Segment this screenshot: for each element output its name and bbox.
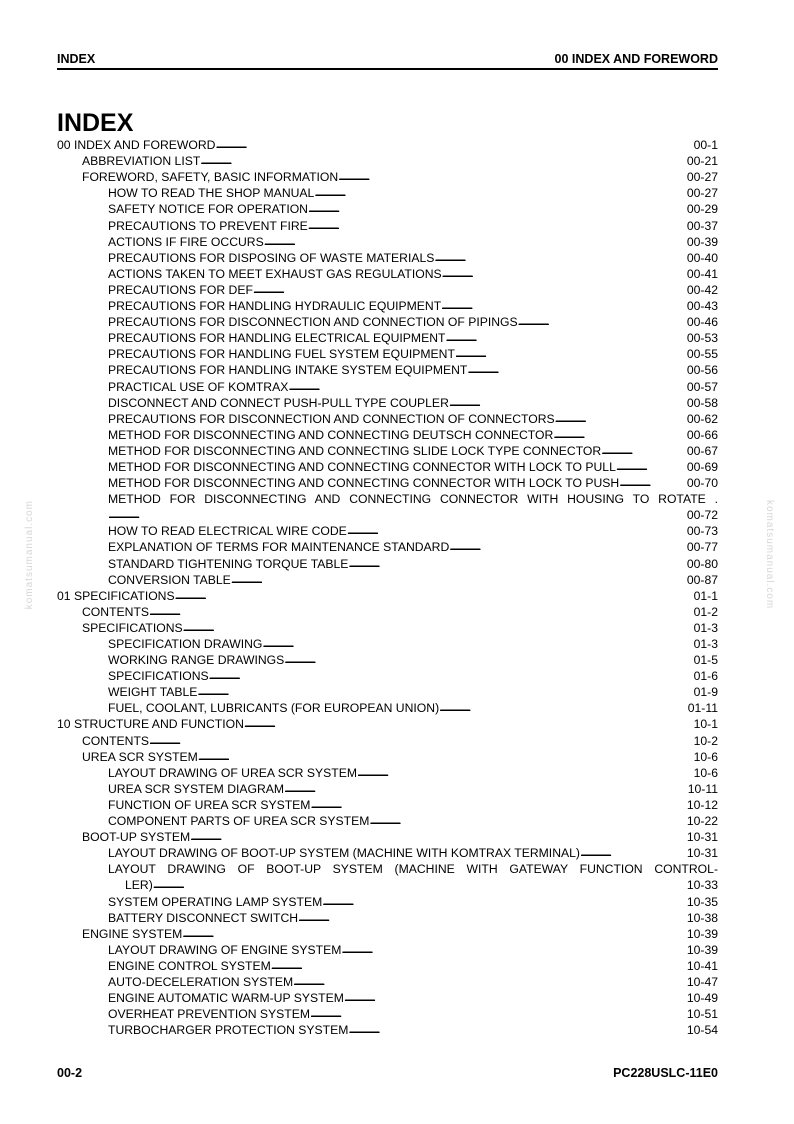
toc-entry-page: 00-77 <box>686 540 718 555</box>
toc-entry-page: 10-12 <box>686 797 718 812</box>
toc-entry-page: 01-3 <box>693 620 718 635</box>
toc-dot-leader <box>153 876 686 893</box>
page-title: INDEX <box>57 109 134 137</box>
toc-entry-page: 00-69 <box>686 459 718 474</box>
toc-entry[interactable] <box>57 636 718 652</box>
toc-dot-leader <box>338 168 686 185</box>
toc-dot-leader <box>271 957 686 974</box>
toc-entry-page: 00-57 <box>686 379 718 394</box>
toc-dot-leader <box>314 184 686 201</box>
toc-entry[interactable] <box>57 572 718 588</box>
toc-entry-page: 00-41 <box>686 266 718 281</box>
toc-entry[interactable] <box>57 845 718 861</box>
toc-dot-leader <box>467 361 685 378</box>
toc-dot-leader <box>215 136 692 153</box>
toc-entry-label: 10 STRUCTURE AND FUNCTION <box>57 717 244 732</box>
toc-entry-page: 00-80 <box>686 556 718 571</box>
watermark-left: komatsumanual.com <box>24 500 35 610</box>
toc-entry-page: 01-11 <box>687 701 718 716</box>
toc-entry-page: 10-51 <box>686 1007 718 1022</box>
toc-entry[interactable] <box>57 137 718 153</box>
toc-entry[interactable] <box>57 813 718 829</box>
toc-entry[interactable] <box>57 314 718 330</box>
toc-entry-label: PRECAUTIONS TO PREVENT FIRE <box>108 218 308 233</box>
toc-entry-label: COMPONENT PARTS OF UREA SCR SYSTEM <box>108 814 370 829</box>
toc-entry-page: 01-6 <box>693 669 718 684</box>
toc-entry-label: ACTIONS IF FIRE OCCURS <box>108 234 264 249</box>
toc-entry-page: 10-38 <box>686 910 718 925</box>
toc-dot-leader <box>357 764 693 781</box>
toc-entry[interactable] <box>57 684 718 700</box>
toc-entry-page: 00-21 <box>686 154 718 169</box>
toc-entry-label: SPECIFICATIONS <box>108 669 209 684</box>
toc-entry-page: 00-1 <box>693 138 718 153</box>
model-code: PC228USLC-11E0 <box>613 1066 718 1080</box>
toc-entry-label: OVERHEAT PREVENTION SYSTEM <box>108 1007 311 1022</box>
toc-dot-leader <box>308 200 686 217</box>
toc-entry-label: ABBREVIATION LIST <box>82 154 201 169</box>
toc-entry-label: METHOD FOR DISCONNECTING AND CONNECTING DEUTSCH CONNECTOR <box>108 427 554 442</box>
toc-entry-page: 10-31 <box>686 846 718 861</box>
toc-entry[interactable] <box>57 395 718 411</box>
toc-dot-leader <box>190 828 686 845</box>
toc-entry-page: 01-9 <box>693 685 718 700</box>
toc-dot-leader <box>344 989 686 1006</box>
toc-dot-leader <box>580 844 686 861</box>
toc-dot-leader <box>262 635 692 652</box>
toc-dot-leader <box>198 748 693 765</box>
toc-entry-label: METHOD FOR DISCONNECTING AND CONNECTING CONNECTOR WITH LOCK TO PULL <box>108 459 616 474</box>
toc-entry-label: SPECIFICATIONS <box>82 620 183 635</box>
toc-entry[interactable] <box>57 732 718 748</box>
toc-entry-label: UREA SCR SYSTEM <box>82 749 198 764</box>
toc-dot-leader <box>182 925 686 942</box>
toc-entry-label: PRACTICAL USE OF KOMTRAX <box>108 379 289 394</box>
toc-entry-page: 00-72 <box>686 508 718 523</box>
toc-dot-leader <box>449 394 686 411</box>
toc-dot-leader <box>149 603 693 620</box>
toc-entry[interactable] <box>57 781 718 797</box>
toc-entry-page: 00-73 <box>686 524 718 539</box>
toc-entry-page: 00-40 <box>686 250 718 265</box>
toc-entry-label: 01 SPECIFICATIONS <box>57 588 175 603</box>
toc-entry-page: 10-47 <box>686 974 718 989</box>
toc-entry[interactable] <box>57 298 718 314</box>
toc-entry[interactable] <box>57 459 718 475</box>
toc-dot-leader <box>434 249 685 266</box>
toc-entry-page: 10-22 <box>686 814 718 829</box>
header-chapter-title: 00 INDEX AND FOREWORD <box>554 52 718 66</box>
toc-dot-leader <box>293 973 686 990</box>
toc-entry-label: WORKING RANGE DRAWINGS <box>108 653 285 668</box>
toc-dot-leader <box>253 281 686 298</box>
toc-dot-leader <box>183 619 693 636</box>
toc-entry[interactable] <box>57 523 718 539</box>
toc-dot-leader <box>108 506 686 523</box>
toc-entry-label: ENGINE CONTROL SYSTEM <box>108 958 271 973</box>
toc-dot-leader <box>244 715 693 732</box>
toc-entry-label: METHOD FOR DISCONNECTING AND CONNECTING CONNECTOR WITH HOUSING TO ROTATE . <box>108 492 718 507</box>
toc-entry[interactable] <box>57 604 718 620</box>
toc-entry[interactable] <box>57 620 718 636</box>
toc-dot-leader <box>347 522 686 539</box>
toc-entry[interactable] <box>57 668 718 684</box>
toc-entry-label: AUTO-DECELERATION SYSTEM <box>108 974 294 989</box>
toc-entry-page: 10-39 <box>686 926 718 941</box>
toc-entry-label: PRECAUTIONS FOR HANDLING INTAKE SYSTEM EQUIPMENT <box>108 363 468 378</box>
toc-entry-page: 00-66 <box>686 427 718 442</box>
toc-entry-label: PRECAUTIONS FOR DEF <box>108 282 253 297</box>
toc-entry[interactable] <box>57 266 718 282</box>
toc-entry-page: 10-2 <box>693 733 718 748</box>
toc-dot-leader <box>441 297 686 314</box>
toc-entry-page: 10-1 <box>693 717 718 732</box>
toc-entry[interactable] <box>57 169 718 185</box>
toc-entry-page: 00-53 <box>686 331 718 346</box>
toc-dot-leader <box>231 571 686 588</box>
toc-entry-page: 01-2 <box>693 604 718 619</box>
toc-entry-page: 10-54 <box>686 1023 718 1038</box>
toc-dot-leader <box>348 1021 685 1038</box>
toc-entry-page: 01-5 <box>693 653 718 668</box>
toc-entry[interactable] <box>57 153 718 169</box>
page-number: 00-2 <box>57 1066 83 1080</box>
toc-entry-label: LAYOUT DRAWING OF UREA SCR SYSTEM <box>108 765 357 780</box>
toc-entry-page: 10-6 <box>693 749 718 764</box>
toc-dot-leader <box>310 1005 686 1022</box>
toc-entry[interactable] <box>57 378 718 394</box>
toc-entry-page: 00-58 <box>686 395 718 410</box>
toc-entry-label: PRECAUTIONS FOR DISCONNECTION AND CONNECTION OF CONNECTORS <box>108 411 555 426</box>
watermark-right: komatsumanual.com <box>764 500 775 610</box>
toc-entry[interactable] <box>57 700 718 716</box>
toc-dot-leader <box>619 474 686 491</box>
toc-entry[interactable] <box>57 652 718 668</box>
toc-entry-page: 00-37 <box>686 218 718 233</box>
toc-entry-page: 01-1 <box>693 588 718 603</box>
toc-dot-leader <box>553 426 686 443</box>
toc-entry-label: METHOD FOR DISCONNECTING AND CONNECTING CONNECTOR WITH LOCK TO PUSH <box>108 476 620 491</box>
toc-entry[interactable] <box>57 942 718 958</box>
toc-dot-leader <box>298 909 686 926</box>
toc-entry-label: PRECAUTIONS FOR DISCONNECTION AND CONNECTION OF PIPINGS <box>108 315 518 330</box>
toc-entry-page: 10-49 <box>686 991 718 1006</box>
toc-dot-leader <box>322 893 686 910</box>
toc-entry[interactable] <box>57 797 718 813</box>
toc-dot-leader <box>442 265 686 282</box>
toc-dot-leader <box>455 345 686 362</box>
toc-entry-page: 00-56 <box>686 363 718 378</box>
toc-entry-label: SAFETY NOTICE FOR OPERATION <box>108 202 308 217</box>
toc-entry[interactable] <box>57 346 718 362</box>
toc-entry[interactable] <box>57 475 718 491</box>
toc-entry[interactable] <box>57 250 718 266</box>
toc-entry-label: LAYOUT DRAWING OF ENGINE SYSTEM <box>108 942 342 957</box>
toc-entry-label: SYSTEM OPERATING LAMP SYSTEM <box>108 894 323 909</box>
toc-entry-page: 00-70 <box>686 476 718 491</box>
toc-dot-leader <box>555 410 686 427</box>
toc-entry-label: DISCONNECT AND CONNECT PUSH-PULL TYPE COUPLER <box>108 395 449 410</box>
toc-entry-label: ENGINE SYSTEM <box>82 926 183 941</box>
toc-entry[interactable] <box>57 1022 718 1038</box>
toc-entry[interactable] <box>57 749 718 765</box>
toc-entry[interactable] <box>57 555 718 571</box>
toc-entry[interactable] <box>57 362 718 378</box>
toc-entry-page: 01-3 <box>693 637 718 651</box>
toc-dot-leader <box>264 233 686 250</box>
toc-entry[interactable] <box>57 507 718 523</box>
toc-entry[interactable] <box>57 491 718 507</box>
toc-entry-label: ACTIONS TAKEN TO MEET EXHAUST GAS REGULATIONS <box>108 266 442 281</box>
toc-entry-page: 00-39 <box>686 234 718 249</box>
toc-dot-leader <box>310 796 685 813</box>
toc-entry-label: FUNCTION OF UREA SCR SYSTEM <box>108 797 311 812</box>
toc-entry-page: 00-43 <box>686 299 718 314</box>
toc-dot-leader <box>197 683 692 700</box>
toc-entry-page: 10-31 <box>686 830 718 845</box>
toc-entry[interactable] <box>57 926 718 942</box>
toc-entry-page: 10-41 <box>686 958 718 973</box>
toc-dot-leader <box>439 699 687 716</box>
toc-entry-page: 00-67 <box>686 443 718 458</box>
header-section-label: INDEX <box>57 52 96 66</box>
toc-entry-page: 00-87 <box>686 572 718 587</box>
toc-entry[interactable] <box>57 974 718 990</box>
toc-dot-leader <box>616 458 686 475</box>
toc-entry[interactable] <box>57 217 718 233</box>
toc-entry-page: 10-6 <box>693 765 718 780</box>
toc-dot-leader <box>449 538 686 555</box>
toc-dot-leader <box>341 941 685 958</box>
page-footer <box>57 1066 718 1080</box>
toc-entry-label: PRECAUTIONS FOR HANDLING ELECTRICAL EQUIPMENT <box>108 331 446 346</box>
toc-entry[interactable] <box>57 588 718 604</box>
toc-entry[interactable] <box>57 539 718 555</box>
toc-entry-page: 00-42 <box>686 282 718 297</box>
toc-entry-label: SPECIFICATION DRAWING <box>108 637 263 651</box>
toc-entry-label: LAYOUT DRAWING OF BOOT-UP SYSTEM (MACHINE WITH KOMTRAX TERMINAL) <box>108 846 580 861</box>
toc-entry[interactable] <box>57 411 718 427</box>
toc-entry-page: 10-35 <box>686 894 718 909</box>
toc-entry-page: 10-33 <box>686 878 718 893</box>
toc-entry-label: CONVERSION TABLE <box>108 572 231 587</box>
toc-dot-leader <box>175 587 693 604</box>
toc-entry-page: 00-27 <box>686 186 718 201</box>
toc-entry-label: 00 INDEX AND FOREWORD <box>57 138 216 153</box>
toc-entry-label: PRECAUTIONS FOR DISPOSING OF WASTE MATERIALS <box>108 250 435 265</box>
toc-entry-page: 10-11 <box>687 781 718 796</box>
toc-dot-leader <box>369 812 685 829</box>
toc-dot-leader <box>284 651 692 668</box>
toc-entry-label: UREA SCR SYSTEM DIAGRAM <box>108 781 285 796</box>
toc-entry-label: METHOD FOR DISCONNECTING AND CONNECTING SLIDE LOCK TYPE CONNECTOR <box>108 443 602 458</box>
toc-entry-page: 00-29 <box>686 202 718 217</box>
table-of-contents <box>57 137 718 1038</box>
toc-entry-label: FOREWORD, SAFETY, BASIC INFORMATION <box>82 170 339 185</box>
toc-entry-page: 10-39 <box>686 942 718 957</box>
toc-entry[interactable] <box>57 861 718 877</box>
toc-entry-label: HOW TO READ THE SHOP MANUAL <box>108 186 315 201</box>
toc-entry[interactable] <box>57 282 718 298</box>
toc-entry-label: TURBOCHARGER PROTECTION SYSTEM <box>108 1023 349 1038</box>
toc-dot-leader <box>308 217 686 234</box>
toc-dot-leader <box>209 667 693 684</box>
toc-entry-label: CONTENTS <box>82 733 150 748</box>
toc-entry-label: WEIGHT TABLE <box>108 685 198 700</box>
toc-entry[interactable] <box>57 910 718 926</box>
toc-entry[interactable] <box>57 330 718 346</box>
toc-entry-label: PRECAUTIONS FOR HANDLING FUEL SYSTEM EQUIPMENT <box>108 347 455 362</box>
toc-entry-page: 00-55 <box>686 347 718 362</box>
toc-dot-leader <box>601 442 686 459</box>
toc-entry[interactable] <box>57 765 718 781</box>
toc-entry-label: EXPLANATION OF TERMS FOR MAINTENANCE STANDARD <box>108 540 450 555</box>
toc-entry-label: FUEL, COOLANT, LUBRICANTS (FOR EUROPEAN UNION) <box>108 701 440 716</box>
toc-entry-page: 00-62 <box>686 411 718 426</box>
toc-dot-leader <box>200 152 686 169</box>
header-rule <box>57 68 718 70</box>
toc-entry-label: BOOT-UP SYSTEM <box>82 830 191 845</box>
toc-entry[interactable] <box>57 443 718 459</box>
toc-entry[interactable] <box>57 877 718 893</box>
toc-dot-leader <box>348 555 685 572</box>
toc-entry-label: PRECAUTIONS FOR HANDLING HYDRAULIC EQUIPMENT <box>108 299 442 314</box>
toc-entry[interactable] <box>57 427 718 443</box>
toc-entry-label: CONTENTS <box>82 604 150 619</box>
toc-entry[interactable] <box>57 234 718 250</box>
toc-entry[interactable] <box>57 185 718 201</box>
toc-dot-leader <box>445 329 685 346</box>
toc-dot-leader <box>149 732 693 749</box>
toc-entry[interactable] <box>57 893 718 909</box>
toc-entry[interactable] <box>57 716 718 732</box>
toc-entry[interactable] <box>57 829 718 845</box>
toc-entry-label: ENGINE AUTOMATIC WARM-UP SYSTEM <box>108 991 344 1006</box>
toc-entry[interactable] <box>57 990 718 1006</box>
toc-entry-page: 00-46 <box>686 315 718 330</box>
toc-entry[interactable] <box>57 1006 718 1022</box>
toc-entry-label: BATTERY DISCONNECT SWITCH <box>108 910 299 925</box>
toc-entry-label: STANDARD TIGHTENING TORQUE TABLE <box>108 556 349 571</box>
toc-dot-leader <box>288 378 685 395</box>
toc-entry-page: 00-27 <box>686 170 718 185</box>
toc-dot-leader <box>284 780 687 797</box>
toc-entry-label: LER) <box>125 878 153 893</box>
page-header <box>57 48 718 66</box>
toc-dot-leader <box>518 313 686 330</box>
toc-entry[interactable] <box>57 201 718 217</box>
toc-entry[interactable] <box>57 958 718 974</box>
toc-entry-label: HOW TO READ ELECTRICAL WIRE CODE <box>108 524 347 539</box>
toc-entry-label: LAYOUT DRAWING OF BOOT-UP SYSTEM (MACHINE WITH GATEWAY FUNCTION CONTROL- <box>108 862 718 877</box>
